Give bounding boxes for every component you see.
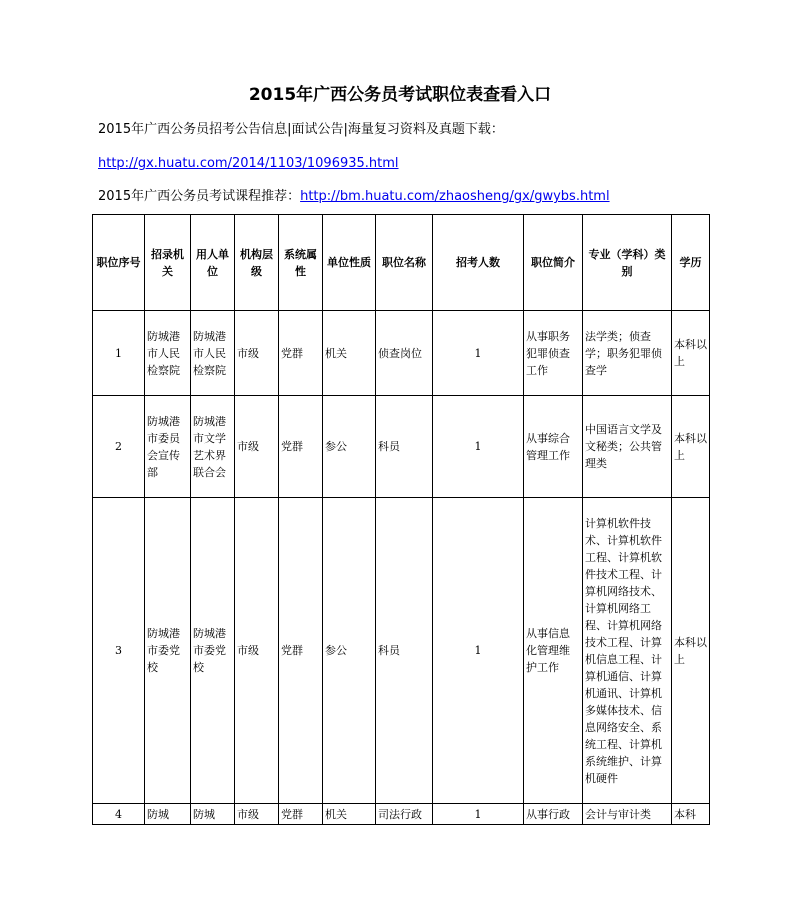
cell-nature: 机关 bbox=[323, 311, 376, 396]
header-cell: 招考人数 bbox=[433, 215, 524, 311]
header-cell: 系统属性 bbox=[279, 215, 323, 311]
cell-edu: 本科以上 bbox=[672, 311, 710, 396]
cell-level: 市级 bbox=[235, 311, 279, 396]
cell-nature: 参公 bbox=[323, 396, 376, 498]
table-row bbox=[93, 311, 710, 396]
cell-system: 党群 bbox=[279, 804, 323, 825]
cell-unit: 防城港市人民检察院 bbox=[191, 311, 235, 396]
cell-no: 1 bbox=[93, 311, 145, 396]
header-cell: 职位简介 bbox=[524, 215, 583, 311]
header-cell: 招录机关 bbox=[145, 215, 191, 311]
cell-intro: 从事信息化管理维护工作 bbox=[524, 498, 583, 804]
cell-count: 1 bbox=[433, 311, 524, 396]
cell-level: 市级 bbox=[235, 396, 279, 498]
cell-nature: 参公 bbox=[323, 498, 376, 804]
intro-text: 2015年广西公务员招考公告信息|面试公告|海量复习资料及真题下载： bbox=[98, 122, 504, 137]
table-header-row bbox=[93, 215, 710, 311]
cell-unit: 防城港市委党校 bbox=[191, 498, 235, 804]
cell-count: 1 bbox=[433, 804, 524, 825]
cell-agency: 防城港市委党校 bbox=[145, 498, 191, 804]
cell-level: 市级 bbox=[235, 804, 279, 825]
page-title: 2015年广西公务员考试职位表查看入口 bbox=[248, 85, 552, 105]
cell-intro: 从事综合管理工作 bbox=[524, 396, 583, 498]
header-cell: 专业（学科）类别 bbox=[583, 215, 672, 311]
cell-major: 计算机软件技术、计算机软件工程、计算机软件技术工程、计算机网络技术、计算机网络工程、计算机网络技术工程、计算机信息工程、计算机通信、计算机通讯、计算机多媒体技术、信息网络安全、系统工程、计算机系统维护、计算机硬件 bbox=[583, 498, 672, 804]
cell-count: 1 bbox=[433, 498, 524, 804]
cell-major: 会计与审计类 bbox=[583, 804, 672, 825]
cell-intro: 从事职务犯罪侦查工作 bbox=[524, 311, 583, 396]
course-label: 2015年广西公务员考试课程推荐： bbox=[98, 189, 301, 204]
cell-position: 侦查岗位 bbox=[376, 311, 433, 396]
header-cell: 机构层级 bbox=[235, 215, 279, 311]
cell-agency: 防城 bbox=[145, 804, 191, 825]
cell-no: 4 bbox=[93, 804, 145, 825]
cell-unit: 防城 bbox=[191, 804, 235, 825]
table-row bbox=[93, 396, 710, 498]
cell-no: 2 bbox=[93, 396, 145, 498]
cell-level: 市级 bbox=[235, 498, 279, 804]
header-cell: 用人单位 bbox=[191, 215, 235, 311]
table-row bbox=[93, 498, 710, 804]
header-cell: 单位性质 bbox=[323, 215, 376, 311]
header-cell: 学历 bbox=[672, 215, 710, 311]
cell-agency: 防城港市人民检察院 bbox=[145, 311, 191, 396]
cell-major: 中国语言文学及文秘类；公共管理类 bbox=[583, 396, 672, 498]
cell-edu: 本科 bbox=[672, 804, 710, 825]
cell-intro: 从事行政 bbox=[524, 804, 583, 825]
cell-major: 法学类；侦查学；职务犯罪侦查学 bbox=[583, 311, 672, 396]
cell-nature: 机关 bbox=[323, 804, 376, 825]
cell-unit: 防城港市文学艺术界联合会 bbox=[191, 396, 235, 498]
course-link[interactable]: http://bm.huatu.com/zhaosheng/gx/gwybs.html bbox=[300, 189, 610, 204]
table-row bbox=[93, 804, 710, 825]
cell-position: 科员 bbox=[376, 396, 433, 498]
page-bottom-margin bbox=[0, 826, 800, 914]
cell-count: 1 bbox=[433, 396, 524, 498]
announcement-link-line bbox=[98, 155, 399, 173]
cell-edu: 本科以上 bbox=[672, 498, 710, 804]
header-cell: 职位序号 bbox=[93, 215, 145, 311]
position-table bbox=[92, 214, 710, 825]
cell-system: 党群 bbox=[279, 498, 323, 804]
header-cell: 职位名称 bbox=[376, 215, 433, 311]
cell-no: 3 bbox=[93, 498, 145, 804]
cell-position: 司法行政 bbox=[376, 804, 433, 825]
cell-agency: 防城港市委员会宣传部 bbox=[145, 396, 191, 498]
announcement-link[interactable]: http://gx.huatu.com/2014/1103/1096935.html bbox=[98, 156, 399, 171]
cell-system: 党群 bbox=[279, 396, 323, 498]
cell-edu: 本科以上 bbox=[672, 396, 710, 498]
cell-system: 党群 bbox=[279, 311, 323, 396]
course-line bbox=[98, 188, 610, 206]
cell-position: 科员 bbox=[376, 498, 433, 804]
